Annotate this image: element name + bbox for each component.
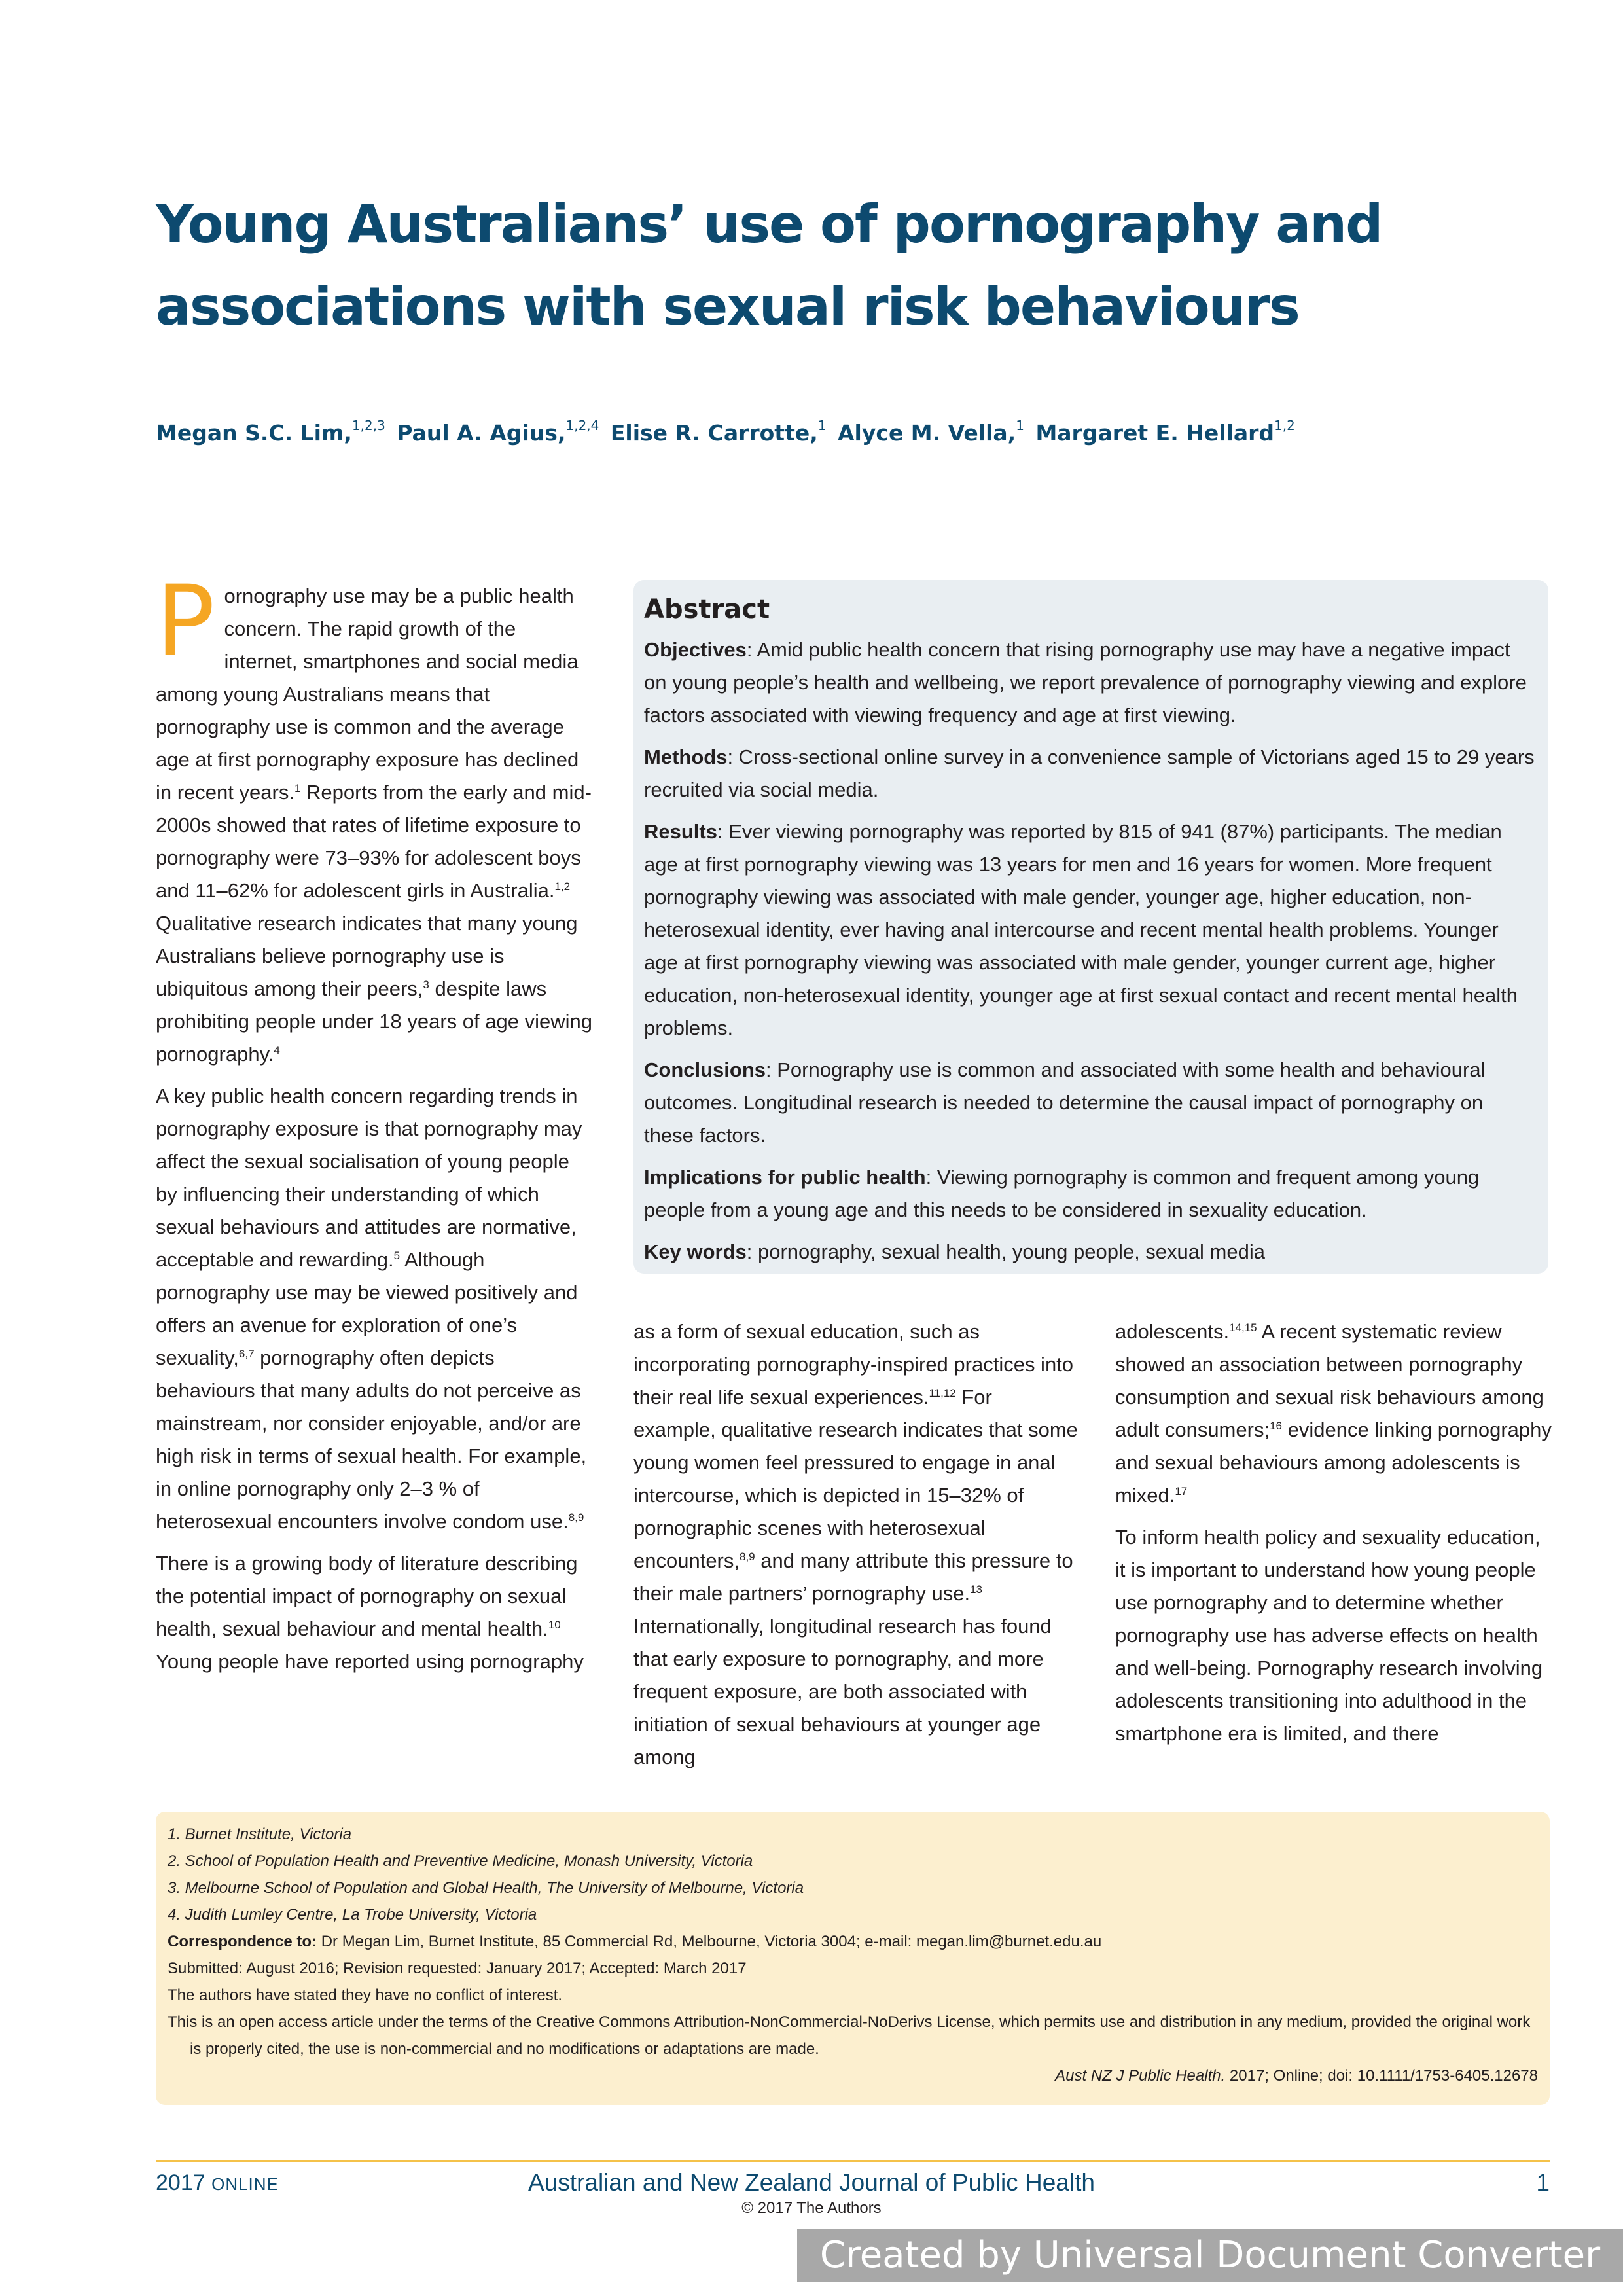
right-paragraph-1: adolescents.$^{14,15}$ A recent systematic review showed an association between pornography consumption and sexual risk behaviours among adult consumers;$^{16}$ evidence linking pornography and sexual behaviours among adolescents is mixed.$^{17}$ [1115,1320,1552,1507]
author-affiliation: 1,2,3 [351,418,385,433]
intro-paragraph-3: There is a growing body of literature describing the potential impact of pornography on sexual health, sexual behaviour and mental health.$^{10}$ Young people have reported using pornography [156,1552,584,1673]
page-number: 1 [1536,2169,1550,2196]
citation: 16 [1270,1420,1282,1432]
citation: 8,9 [740,1551,755,1563]
drop-cap: P [156,565,215,679]
middle-column [633,1316,1079,1783]
abstract-box [633,580,1548,1274]
abstract-objectives: Objectives: Amid public health concern that rising pornography use may have a negative impact on young people’s health and wellbeing, we report prevalence of pornography viewing and explore factors associated with viewing frequency and age at first viewing. [644,638,1527,726]
citation: 11,12 [929,1387,956,1399]
abstract-implications: Implications for public health: Viewing pornography is common and frequent among young people from a young age and this needs to be considered in sexuality education. [644,1166,1480,1221]
citation: 3 [423,978,429,991]
affiliation-3: 3. Melbourne School of Population and Global Health, The University of Melbourne, Victoria [168,1879,804,1897]
affiliation-1: 1. Burnet Institute, Victoria [168,1825,352,1843]
abstract-heading: Abstract [644,594,770,624]
author-affiliation: 1 [1016,418,1024,433]
citation: 1,2 [554,880,571,893]
intro-column [156,565,594,1687]
middle-paragraph-1: as a form of sexual education, such as incorporating pornography-inspired practices into their real life sexual experiences.$^{11,12}$ For example, qualitative research indicates that some young women feel pressured to engage in anal intercourse, which is depicted in 15–32% of pornographic scenes with heterosexual encounters,$^{8,9}$ and many attribute this pressure to their male partners’ pornography use.$^{13}$ Internationally, longitudinal research has found that early exposure to pornography, and more frequent exposure, are both associated with initiation of sexual behaviours at younger age among [633,1320,1078,1768]
abstract-results: Results: Ever viewing pornography was reported by 815 of 941 (87%) participants. The median age at first pornography viewing was 13 years for men and 16 years for women. More frequent pornography viewing was associated with male gender, younger age, higher education, non-heterosexual identity, ever having anal intercourse and recent mental health problems. Younger age at first pornography viewing was associated with male gender, younger current age, higher education, non-heterosexual identity, younger age at first sexual contact and recent mental health problems. [644,820,1518,1039]
author-name: Paul A. Agius, [397,420,566,446]
author-list [156,420,1299,446]
author-name: Elise R. Carrotte, [610,420,818,446]
author-affiliation: 1 [817,418,827,433]
citation: 13 [970,1583,982,1596]
conflict-statement: The authors have stated they have no conflict of interest. [168,1986,563,2004]
author-name: Margaret E. Hellard [1035,420,1274,446]
right-paragraph-2: To inform health policy and sexuality education, it is important to understand how young people use pornography and to determine whether pornography use has adverse effects on health and well-being. Pornography research involving adolescents transitioning into adulthood in the smartphone era is limited, and there [1115,1526,1543,1745]
footer-journal-name: Australian and New Zealand Journal of Public Health [528,2169,1095,2196]
article-title [156,183,1399,348]
right-column [1115,1316,1554,1759]
affiliation-4: 4. Judith Lumley Centre, La Trobe University, Victoria [168,1906,537,1924]
citation: 6,7 [238,1348,255,1360]
footer-copyright: © 2017 The Authors [741,2199,882,2217]
abstract-keywords: Key words: pornography, sexual health, young people, sexual media [644,1240,1265,1263]
citation: 8,9 [568,1511,584,1524]
citation: 10 [548,1619,561,1631]
author-name: Megan S.C. Lim, [156,420,352,446]
intro-paragraph-1: Pornography use may be a public health concern. The rapid growth of the internet, smartphones and social media among young Australians means that pornography use is common and the average age at first pornography exposure has declined in recent years.$^1$ Reports from the early and mid-2000s showed that rates of lifetime exposure to pornography were 73–93% for adolescent boys and 11–62% for adolescent girls in Australia.$^{1,2}$ Qualitative research indicates that many young Australians believe pornography use is ubiquitous among their peers,$^3$ despite laws prohibiting people under 18 years of age viewing pornography.$^4$ [156,565,592,1066]
converter-watermark: Created by Universal Document Converter [797,2229,1623,2282]
citation-line: Aust NZ J Public Health. 2017; Online; doi: 10.1111/1753-6405.12678 [1055,2067,1538,2085]
affiliation-2: 2. School of Population Health and Preventive Medicine, Monash University, Victoria [168,1852,753,1870]
citation: 4 [274,1044,280,1056]
abstract-conclusions: Conclusions: Pornography use is common and associated with some health and behavioural outcomes. Longitudinal research is needed to determine the causal impact of pornography on these factors. [644,1058,1486,1147]
citation: 14,15 [1229,1321,1257,1334]
article-footnotes [156,1812,1550,2105]
footer-issue: 2017 ONLINE [156,2170,279,2195]
author-name: Alyce M. Vella, [838,420,1016,446]
license-statement: This is an open access article under the terms of the Creative Commons Attribution-NonCommercial-NoDerivs License, which permits use and distribution in any medium, provided the original work is properly cited, the use is non-commercial and no modifications or adaptations are made. [168,2013,1531,2058]
title-line-2: associations with sexual risk behaviours [156,276,1299,337]
correspondence: Correspondence to: Dr Megan Lim, Burnet Institute, 85 Commercial Rd, Melbourne, Victoria 3004; e-mail: megan.lim@burnet.edu.au [168,1933,1102,1950]
citation: 5 [393,1249,401,1262]
author-affiliation: 1,2,4 [565,418,599,433]
author-affiliation: 1,2 [1274,418,1295,433]
footer-rule [156,2160,1550,2162]
intro-paragraph-2: A key public health concern regarding trends in pornography exposure is that pornography may affect the sexual socialisation of young people by influencing their understanding of which sexual behaviours and attitudes are normative, acceptable and rewarding.$^5$ Although pornography use may be viewed positively and offers an avenue for exploration of one’s sexuality,$^{6,7}$ pornography often depicts behaviours that many adults do not perceive as mainstream, nor consider enjoyable, and/or are high risk in terms of sexual health. For example, in online pornography only 2–3 % of heterosexual encounters involve condom use.$^{8,9}$ [156,1085,587,1533]
submission-dates: Submitted: August 2016; Revision requested: January 2017; Accepted: March 2017 [168,1960,747,1977]
citation: 1 [294,782,301,795]
citation: 17 [1175,1485,1188,1498]
abstract-methods: Methods: Cross-sectional online survey in a convenience sample of Victorians aged 15 to 29 years recruited via social media. [644,745,1535,801]
title-line-1: Young Australians’ use of pornography and [156,194,1382,255]
